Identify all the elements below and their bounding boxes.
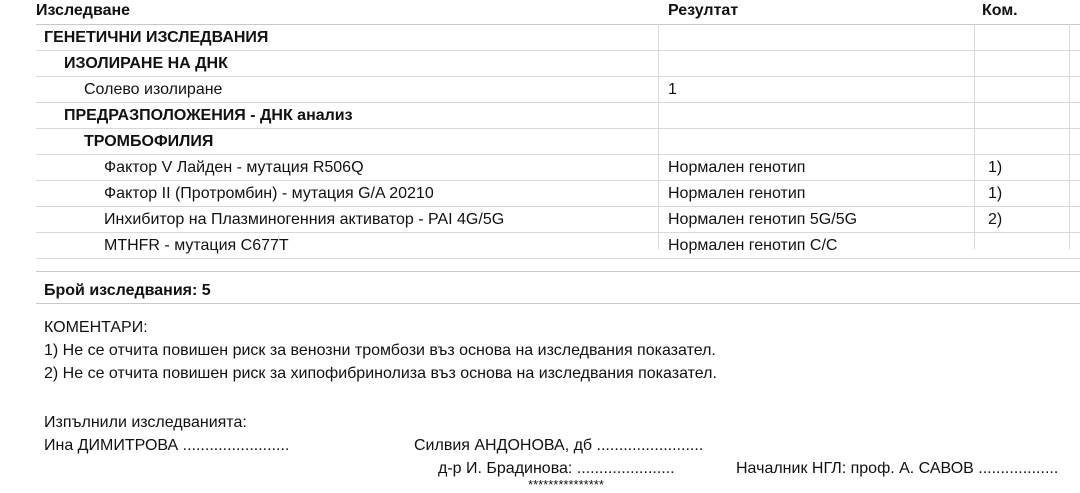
signature-person: Ина ДИМИТРОВА ........................ [44,437,290,454]
row-name: MTHFR - мутация C677T [104,237,289,254]
header-name: Изследване [36,2,131,19]
table-row [36,25,1080,51]
comments-title: КОМЕНТАРИ: [44,319,148,336]
row-name: ТРОМБОФИЛИЯ [84,133,214,150]
table-row [36,129,1080,155]
row-name: ИЗОЛИРАНЕ НА ДНК [64,55,228,72]
table-header [36,0,1080,25]
row-name: Инхибитор на Плазминогенния активатор - PAI 4G/5G [104,211,505,228]
comment-item: 1) Не се отчита повишен риск за венозни тромбози въз основа на изследвания показател. [44,342,716,359]
row-name: ПРЕДРАЗПОЛОЖЕНИЯ - ДНК анализ [64,107,353,124]
row-com: 1) [988,159,1003,176]
table-row [36,103,1080,129]
row-name: ГЕНЕТИЧНИ ИЗСЛЕДВАНИЯ [44,29,269,46]
performed-label: Изпълнили изследванията: [44,414,247,431]
table-row [36,207,1080,233]
table-row [36,77,1080,103]
table-row [36,51,1080,77]
row-result: 1 [668,81,677,98]
header-result: Резултат [668,2,739,19]
signature-person: д-р И. Брадинова: ...................... [438,460,675,477]
table-row [36,155,1080,181]
row-result: Нормален генотип [668,185,806,202]
row-com: 2) [988,211,1003,228]
table-row [36,181,1080,207]
test-count: Брой изследвания: 5 [44,282,211,299]
signature-person: Началник НГЛ: проф. А. САВОВ .................. [736,460,1059,477]
column-divider [1069,24,1070,249]
row-name: Фактор II (Протромбин) - мутация G/A 20210 [104,185,434,202]
signature-person: Силвия АНДОНОВА, дб ........................ [414,437,704,454]
row-result: Нормален генотип [668,159,806,176]
row-name: Фактор V Лайден - мутация R506Q [104,159,364,176]
row-name: Солево изолиране [84,81,223,98]
comment-item: 2) Не се отчита повишен риск за хипофибринолиза въз основа на изследвания показател. [44,365,717,382]
header-com: Ком. [982,2,1018,19]
stars-line: *************** [528,477,604,492]
comments-section [44,316,717,385]
divider [36,271,1080,272]
divider [36,303,1080,304]
row-result: Нормален генотип C/C [668,237,838,254]
column-divider [658,24,659,249]
column-divider [974,24,975,249]
row-com: 1) [988,185,1003,202]
results-table [36,0,1080,259]
row-result: Нормален генотип 5G/5G [668,211,858,228]
table-row [36,233,1080,259]
